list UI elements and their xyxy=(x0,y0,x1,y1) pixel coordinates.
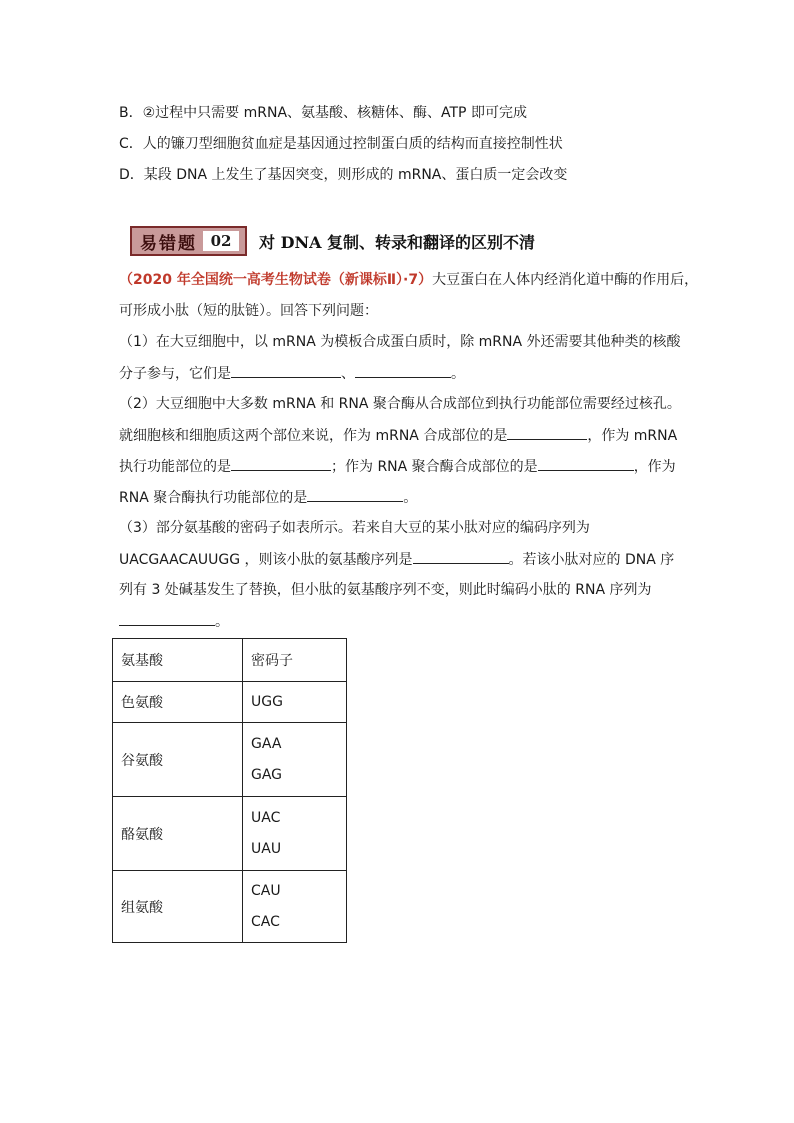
question-stem-line-1 xyxy=(119,270,698,290)
badge-label: 易错题 xyxy=(140,233,197,254)
table-header-codon: 密码子 xyxy=(243,639,347,682)
q1-line-2 xyxy=(119,363,465,384)
codon-cell: UGG xyxy=(243,682,347,723)
codon-value: CAU xyxy=(251,882,281,899)
q1-separator: 、 xyxy=(341,366,355,382)
q2-text-5: ，作为 xyxy=(633,459,676,475)
table-header-amino: 氨基酸 xyxy=(113,639,243,682)
amino-acid-cell: 组氨酸 xyxy=(113,871,243,943)
codon-value: UAU xyxy=(251,840,282,857)
q2-end: 。 xyxy=(403,490,418,506)
option-c: C．人的镰刀型细胞贫血症是基因通过控制蛋白质的结构而直接控制性状 xyxy=(119,136,563,152)
q1-end: 。 xyxy=(451,366,465,382)
question-stem-2: 可形成小肽（短的肽链）。回答下列问题： xyxy=(119,303,378,319)
codon-value: CAC xyxy=(251,913,280,930)
q1-line-1: （1）在大豆细胞中，以 mRNA 为模板合成蛋白质时，除 mRNA 外还需要其他种类的核酸 xyxy=(119,334,681,350)
option-d: D．某段 DNA 上发生了基因突变，则形成的 mRNA、蛋白质一定会改变 xyxy=(119,167,568,183)
q3-text-1: UACGAACAUUGG ，则该小肽的氨基酸序列是 xyxy=(119,552,413,568)
q3-line-1: （3）部分氨基酸的密码子如表所示。若来自大豆的某小肽对应的编码序列为 xyxy=(119,520,590,536)
answer-blank-4[interactable] xyxy=(231,456,331,471)
q2-text-6: RNA 聚合酶执行功能部位的是 xyxy=(119,490,308,506)
codon-value: UAC xyxy=(251,809,281,826)
q1-text: 分子参与，它们是 xyxy=(119,366,231,382)
section-badge xyxy=(130,226,247,256)
q2-line-1: （2）大豆细胞中大多数 mRNA 和 RNA 聚合酶从合成部位到执行功能部位需要经过核孔。 xyxy=(119,396,681,412)
table-header-row xyxy=(113,639,347,682)
table-row xyxy=(113,723,347,797)
q3-line-2 xyxy=(119,549,674,570)
section-header xyxy=(130,226,535,256)
q3-text-2: 。若该小肽对应的 DNA 序 xyxy=(508,552,675,568)
answer-blank-7[interactable] xyxy=(413,549,509,564)
codon-cell xyxy=(243,723,347,797)
question-stem-1: 大豆蛋白在人体内经消化道中酶的作用后， xyxy=(432,272,699,288)
q2-text-1: 就细胞核和细胞质这两个部位来说，作为 mRNA 合成部位的是 xyxy=(119,428,508,444)
answer-blank-1[interactable] xyxy=(231,363,341,378)
q2-text-2: ，作为 mRNA xyxy=(587,428,678,444)
badge-number: 02 xyxy=(203,231,239,251)
codon-cell xyxy=(243,797,347,871)
answer-blank-6[interactable] xyxy=(307,487,403,502)
table-row xyxy=(113,871,347,943)
table-row xyxy=(113,797,347,871)
q3-line-4 xyxy=(119,611,229,632)
q2-text-3: 执行功能部位的是 xyxy=(119,459,231,475)
q2-line-3 xyxy=(119,456,676,477)
amino-acid-cell: 酪氨酸 xyxy=(113,797,243,871)
option-b: B．②过程中只需要 mRNA、氨基酸、核糖体、酶、ATP 即可完成 xyxy=(119,105,527,121)
q2-line-2 xyxy=(119,425,677,446)
codon-table xyxy=(112,638,347,943)
question-source: （2020 年全国统一高考生物试卷（新课标Ⅱ）·7） xyxy=(119,272,433,288)
section-title: 对 DNA 复制、转录和翻译的区别不清 xyxy=(259,232,536,252)
answer-blank-5[interactable] xyxy=(538,456,634,471)
amino-acid-cell: 谷氨酸 xyxy=(113,723,243,797)
codon-cell xyxy=(243,871,347,943)
answer-blank-3[interactable] xyxy=(507,425,587,440)
codon-value: GAG xyxy=(251,766,283,783)
q2-line-4 xyxy=(119,487,417,508)
q3-line-3: 列有 3 处碱基发生了替换，但小肽的氨基酸序列不变，则此时编码小肽的 RNA 序列为 xyxy=(119,582,652,598)
table-row xyxy=(113,682,347,723)
amino-acid-cell: 色氨酸 xyxy=(113,682,243,723)
codon-value: GAA xyxy=(251,735,282,752)
answer-blank-2[interactable] xyxy=(355,363,451,378)
q3-end: 。 xyxy=(215,614,229,630)
answer-blank-8[interactable] xyxy=(119,611,215,626)
q2-text-4: ；作为 RNA 聚合酶合成部位的是 xyxy=(331,459,538,475)
